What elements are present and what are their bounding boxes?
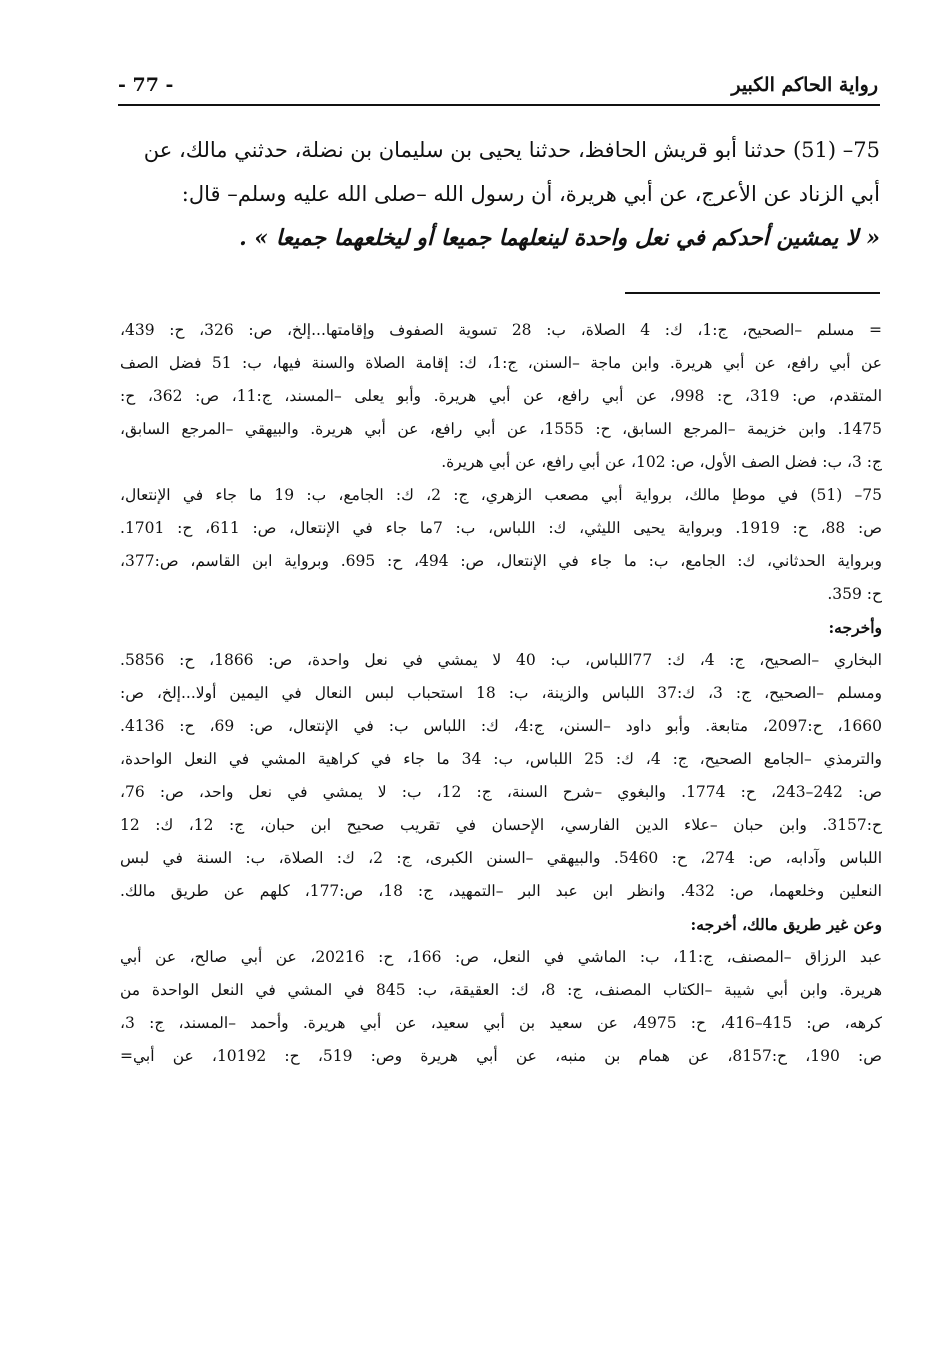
footnote-line: المتقدم، ص: 319، ح: 998، عن أبي رافع، عن أبي هريرة. وأبو يعلى –المسند، ج:11، ص: 362، ح: [120,387,882,405]
main-text [120,128,880,260]
footnote-line: ح: 359. [827,585,882,603]
footnote-line: 1660، ح:2097، متابعة. وأبو داود –السنن، ج:4، ك: اللباس ب: في الإنتعال، ص: 69، ح: 4136. [120,717,882,735]
footnote-line: اللباس وآدابه، ص: 274، ح: 5460. والبيهقي –السنن الكبرى، ج: 2، ك: الصلاة، ب: السنة في لبس [120,849,882,867]
footnote-line: عن أبي رافع، عن أبي هريرة. وابن ماجة –السنن، ج:1، ك: إقامة الصلاة والسنة فيها، ب: 51 فضل الصف [120,354,882,372]
footnote-line: البخاري –الصحيح، ج: 4، ك: 77اللباس، ب: 40 لا يمشي في نعل واحدة، ص: 1866، ح: 5856. [120,651,882,669]
footnote-line: = مسلم –الصحيح، ج:1، ك: 4 الصلاة، ب: 28 تسوية الصفوف وإقامتها...إلخ، ص: 326، ح: 439، [120,321,882,339]
footnote-line: ومسلم –الصحيح، ج: 3، ك:37 اللباس والزينة، ب: 18 استحباب لبس النعال في اليمين أولا...إلخ، ص: [120,684,882,702]
footnotes [120,314,882,1073]
page-number: - 77 - [118,74,174,96]
footnote-line: ص: 242–243، ح: 1774. والبغوي –شرح السنة، ج: 12، ب: لا يمشي في نعل واحد، ص: 76، [120,783,882,801]
footnote-divider [625,292,880,294]
footnote-line: 1475. وابن خزيمة –المرجع السابق، ح: 1555، عن أبي رافع، عن أبي هريرة. والبيهقي –المرجع السابق، [120,420,882,438]
footnote-line: النعلين وخلعهما، ص: 432. وانظر ابن عبد البر –التمهيد، ج: 18، ص:177، كلهم عن طريق مالك. [120,882,882,900]
header-divider [118,104,880,106]
footnote-line: والترمذي –الجامع الصحيح، ج: 4، ك: 25 اللباس، ب: 34 ما جاء في كراهية المشي في النعل الواحدة، [120,750,882,768]
footnote-line: كرهه، ص: 415–416، ح: 4975، عن سعيد بن أبي سعيد، عن أبي هريرة. وأحمد –المسند، ج: 3، [120,1014,882,1032]
hadith-text: « لا يمشين أحدكم في نعل واحدة لينعلهما جميعا أو ليخلعهما جميعا » . [239,225,880,251]
footnote-line: هريرة. وابن أبي شيبة –الكتاب المصنف، ج: 8، ك: العقيقة، ب: 845 في المشي في النعل الواحدة من [120,981,882,999]
footnote-line: وبرواية الحدثاني، ك: الجامع، ب: ما جاء في الإنتعال، ص: 494، ح: 695. وبرواية ابن القاسم، ص:377، [120,552,882,570]
footnote-line: ج: 3، ب: فضل الصف الأول، ص: 102، عن أبي رافع، عن أبي هريرة. [441,453,882,471]
main-line: أبي الزناد عن الأعرج، عن أبي هريرة، أن رسول الله –صلى الله عليه وسلم– قال: [181,182,880,206]
footnote-line: عبد الرزاق –المصنف، ج:11، ب: الماشي في النعل، ص: 166، ح: 20216، عن أبي صالح، عن أبي [120,948,882,966]
footnote-line: 75– (51) في موطإ مالك، برواية أبي مصعب الزهري، ج: 2، ك: الجامع، ب: 19 ما جاء في الإنتعال، [120,486,882,504]
footnote-line: وعن غير طريق مالك، أخرجه: [690,915,882,934]
footnote-line: ح:3157. وابن حبان –علاء الدين الفارسي، الإحسان في تقريب صحيح ابن حبان، ج: 12، ك: 12 [120,816,882,834]
footnote-line: ص: 190، ح:8157، عن همام بن منبه، عن أبي هريرة وص: 519، ح: 10192، عن أبي= [120,1047,882,1065]
running-header [118,68,878,102]
main-line: 75– (51) حدثنا أبو قريش الحافظ، حدثنا يحيى بن سليمان بن نضلة، حدثني مالك، عن [143,138,880,162]
header-title: رواية الحاكم الكبير [731,74,878,96]
footnote-line: وأخرجه: [828,618,882,637]
footnote-line: ص: 88، ح: 1919. وبرواية يحيى الليثي، ك: اللباس، ب: 7ما جاء في الإنتعال، ص: 611، ح: 1701. [120,519,882,537]
